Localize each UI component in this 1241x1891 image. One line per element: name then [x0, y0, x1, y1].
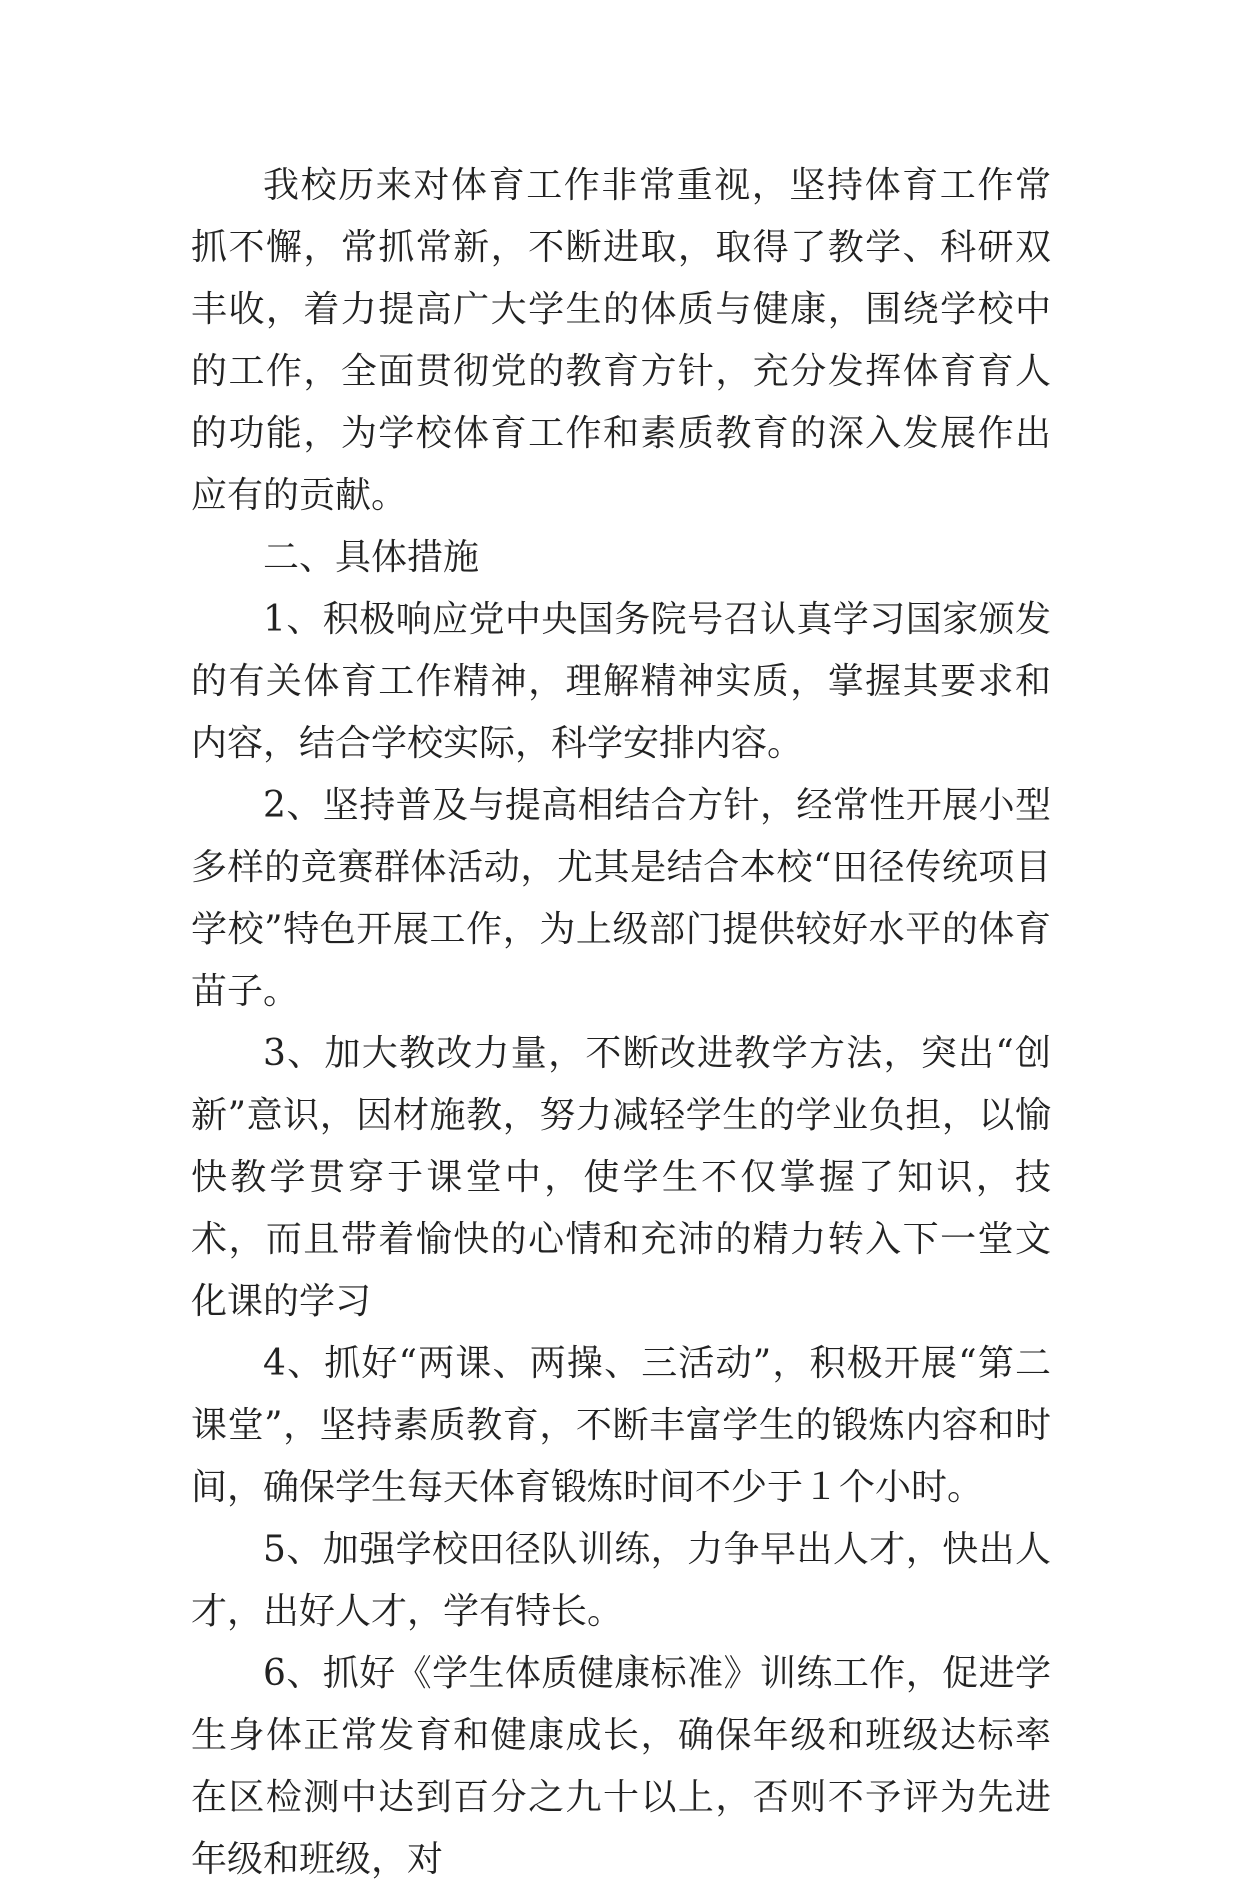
paragraph-measure-4: 4、抓好“两课、两操、三活动”，积极开展“第二课堂”，坚持素质教育，不断丰富学生的锻炼内容和时间，确保学生每天体育锻炼时间不少于１个小时。 [191, 1343, 1051, 1508]
document-body [191, 155, 1051, 1891]
section-heading-measures: 二、具体措施 [263, 537, 480, 578]
paragraph-measure-2: 2、坚持普及与提高相结合方针，经常性开展小型多样的竞赛群体活动，尤其是结合本校“田径传统项目学校”特色开展工作，为上级部门提供较好水平的体育苗子。 [191, 785, 1051, 1012]
paragraph-measure-3: 3、加大教改力量，不断改进教学方法，突出“创新”意识，因材施教，努力减轻学生的学业负担，以愉快教学贯穿于课堂中，使学生不仅掌握了知识，技术，而且带着愉快的心情和充沛的精力转入下一堂文化课的学习 [191, 1033, 1051, 1322]
paragraph-measure-5: 5、加强学校田径队训练，力争早出人才，快出人才，出好人才，学有特长。 [191, 1529, 1051, 1632]
paragraph-measure-1: 1、积极响应党中央国务院号召认真学习国家颁发的有关体育工作精神，理解精神实质，掌握其要求和内容，结合学校实际，科学安排内容。 [191, 599, 1051, 764]
paragraph-intro: 我校历来对体育工作非常重视，坚持体育工作常抓不懈，常抓常新，不断进取，取得了教学、科研双丰收，着力提高广大学生的体质与健康，围绕学校中的工作，全面贯彻党的教育方针，充分发挥体育育人的功能，为学校体育工作和素质教育的深入发展作出应有的贡献。 [191, 165, 1051, 516]
paragraph-measure-6: 6、抓好《学生体质健康标准》训练工作，促进学生身体正常发育和健康成长，确保年级和班级达标率在区检测中达到百分之九十以上，否则不予评为先进年级和班级，对 [191, 1653, 1051, 1880]
